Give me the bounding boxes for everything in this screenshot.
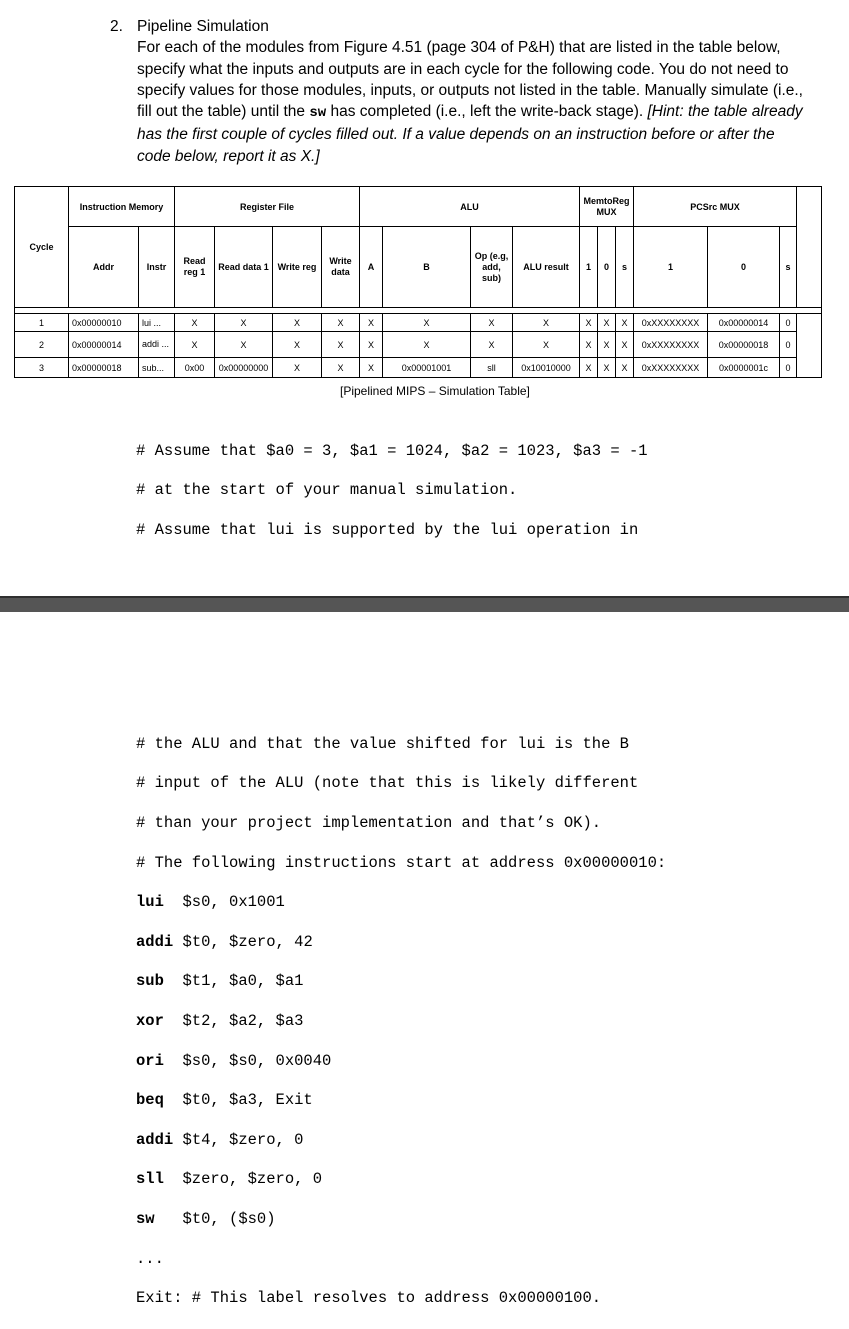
cell-cycle: 3 bbox=[15, 358, 69, 378]
cell-write-reg: X bbox=[273, 358, 322, 378]
cell-pcsrc-s: 0 bbox=[780, 314, 797, 332]
code-line bbox=[136, 1170, 666, 1190]
col-pcsrc-1: 1 bbox=[634, 227, 708, 308]
cell-pcsrc-1: 0xXXXXXXXX bbox=[634, 332, 708, 358]
col-instr: Instr bbox=[139, 227, 175, 308]
col-pcsrc-s: s bbox=[780, 227, 797, 308]
opcode: lui bbox=[136, 893, 164, 912]
col-read-reg1: Read reg 1 bbox=[175, 227, 215, 308]
comment-line: # input of the ALU (note that this is likely different bbox=[136, 774, 639, 793]
cell-op: X bbox=[471, 332, 513, 358]
header-pcsrc-mux: PCSrc MUX bbox=[634, 187, 797, 227]
opcode: sw bbox=[136, 1209, 155, 1228]
cell-read-data1: 0x00000000 bbox=[215, 358, 273, 378]
cell-memtoreg-s: X bbox=[616, 332, 634, 358]
comment-line: # Assume that lui is supported by the lui operation in bbox=[136, 520, 639, 539]
col-read-data1: Read data 1 bbox=[215, 227, 273, 308]
sw-keyword: sw bbox=[309, 105, 327, 122]
code-block bbox=[136, 715, 666, 1329]
cell-alu-result: X bbox=[513, 332, 580, 358]
cell-write-data: X bbox=[322, 332, 360, 358]
cell-instr: addi ... bbox=[139, 332, 175, 358]
code-line bbox=[136, 1131, 666, 1151]
cell-b: 0x00001001 bbox=[383, 358, 471, 378]
code-line bbox=[136, 972, 666, 992]
cell-memtoreg-s: X bbox=[616, 358, 634, 378]
cell-alu-result: X bbox=[513, 314, 580, 332]
code-line bbox=[136, 933, 666, 953]
operands: $s0, 0x1001 bbox=[163, 893, 285, 912]
cell-addr: 0x00000014 bbox=[69, 332, 139, 358]
table-row bbox=[15, 358, 822, 378]
exit-line: Exit: # This label resolves to address 0x00000100. bbox=[136, 1289, 602, 1308]
operands: $t0, $a3, Exit bbox=[163, 1091, 313, 1110]
col-memtoreg-1: 1 bbox=[580, 227, 598, 308]
cell-pcsrc-0: 0x00000018 bbox=[708, 332, 780, 358]
comment-line: # at the start of your manual simulation. bbox=[136, 481, 518, 500]
code-line bbox=[136, 1012, 666, 1032]
col-addr: Addr bbox=[69, 227, 139, 308]
cell-memtoreg-1: X bbox=[580, 358, 598, 378]
operands: $t2, $a2, $a3 bbox=[163, 1011, 304, 1030]
row-spacer bbox=[797, 358, 822, 378]
col-write-data: Write data bbox=[322, 227, 360, 308]
cell-pcsrc-0: 0x00000014 bbox=[708, 314, 780, 332]
opcode: addi bbox=[136, 932, 174, 951]
col-write-reg: Write reg bbox=[273, 227, 322, 308]
col-memtoreg-s: s bbox=[616, 227, 634, 308]
cell-cycle: 2 bbox=[15, 332, 69, 358]
header-memtoreg-mux: MemtoReg MUX bbox=[580, 187, 634, 227]
cell-instr: lui ... bbox=[139, 314, 175, 332]
cell-memtoreg-1: X bbox=[580, 332, 598, 358]
opcode: sll bbox=[136, 1170, 164, 1189]
table-spacer bbox=[797, 187, 822, 308]
cell-op: sll bbox=[471, 358, 513, 378]
cell-write-reg: X bbox=[273, 332, 322, 358]
cell-read-reg1: 0x00 bbox=[175, 358, 215, 378]
cell-pcsrc-1: 0xXXXXXXXX bbox=[634, 314, 708, 332]
cell-a: X bbox=[360, 358, 383, 378]
cell-a: X bbox=[360, 314, 383, 332]
section-title: Pipeline Simulation bbox=[137, 18, 269, 35]
opcode: beq bbox=[136, 1091, 164, 1110]
col-pcsrc-0: 0 bbox=[708, 227, 780, 308]
page-divider bbox=[0, 596, 849, 612]
paragraph-text: For each of the modules from Figure 4.51 (page 304 of P&H) that are listed in the table below, specify what the inputs and outputs are in each cycle for the following code. You do not need to specify values for those modules, inputs, or outputs not listed in the table. Manually simulate (i.e., fill out the table) until the bbox=[137, 39, 803, 121]
header-register-file: Register File bbox=[175, 187, 360, 227]
ellipsis-line: ... bbox=[136, 1249, 164, 1268]
comment-line: # the ALU and that the value shifted for lui is the B bbox=[136, 734, 629, 753]
row-spacer bbox=[797, 332, 822, 358]
header-cycle: Cycle bbox=[15, 187, 69, 308]
comment-line: # The following instructions start at address 0x00000010: bbox=[136, 853, 667, 872]
opcode: addi bbox=[136, 1130, 174, 1149]
code-line bbox=[136, 893, 666, 913]
cell-cycle: 1 bbox=[15, 314, 69, 332]
cell-alu-result: 0x10010000 bbox=[513, 358, 580, 378]
cell-b: X bbox=[383, 332, 471, 358]
table-caption: [Pipelined MIPS – Simulation Table] bbox=[340, 384, 530, 398]
col-a: A bbox=[360, 227, 383, 308]
cell-op: X bbox=[471, 314, 513, 332]
instructions-paragraph bbox=[137, 37, 810, 167]
cell-pcsrc-0: 0x0000001c bbox=[708, 358, 780, 378]
cell-pcsrc-1: 0xXXXXXXXX bbox=[634, 358, 708, 378]
cell-addr: 0x00000010 bbox=[69, 314, 139, 332]
opcode: sub bbox=[136, 972, 164, 991]
operands: $t0, ($s0) bbox=[154, 1209, 276, 1228]
operands: $t0, $zero, 42 bbox=[173, 932, 313, 951]
cell-read-reg1: X bbox=[175, 332, 215, 358]
cell-instr: sub... bbox=[139, 358, 175, 378]
col-b: B bbox=[383, 227, 471, 308]
operands: $s0, $s0, 0x0040 bbox=[163, 1051, 332, 1070]
cell-pcsrc-s: 0 bbox=[780, 358, 797, 378]
operands: $t4, $zero, 0 bbox=[173, 1130, 304, 1149]
opcode: xor bbox=[136, 1011, 164, 1030]
cell-memtoreg-1: X bbox=[580, 314, 598, 332]
cell-a: X bbox=[360, 332, 383, 358]
cell-memtoreg-0: X bbox=[598, 358, 616, 378]
header-instruction-memory: Instruction Memory bbox=[69, 187, 175, 227]
table-row bbox=[15, 314, 822, 332]
table-row bbox=[15, 332, 822, 358]
problem-statement bbox=[110, 16, 810, 167]
operands: $t1, $a0, $a1 bbox=[163, 972, 304, 991]
header-alu: ALU bbox=[360, 187, 580, 227]
cell-b: X bbox=[383, 314, 471, 332]
code-line bbox=[136, 1052, 666, 1072]
hint-text: [Hint: the table already has the first couple of cycles filled out. If a value depends on an instruction before or after the code below, report it as X.] bbox=[137, 103, 803, 165]
row-spacer bbox=[797, 314, 822, 332]
operands: $zero, $zero, 0 bbox=[163, 1170, 323, 1189]
cell-memtoreg-s: X bbox=[616, 314, 634, 332]
cell-write-data: X bbox=[322, 314, 360, 332]
code-comments-top bbox=[136, 422, 648, 561]
comment-line: # than your project implementation and that’s OK). bbox=[136, 813, 602, 832]
opcode: ori bbox=[136, 1051, 164, 1070]
simulation-table bbox=[14, 186, 822, 378]
cell-pcsrc-s: 0 bbox=[780, 332, 797, 358]
col-memtoreg-0: 0 bbox=[598, 227, 616, 308]
section-number: 2. bbox=[110, 18, 123, 35]
cell-memtoreg-0: X bbox=[598, 332, 616, 358]
paragraph-text-2: has completed (i.e., left the write-back stage). bbox=[326, 103, 648, 121]
cell-read-data1: X bbox=[215, 332, 273, 358]
cell-read-data1: X bbox=[215, 314, 273, 332]
comment-line: # Assume that $a0 = 3, $a1 = 1024, $a2 = 1023, $a3 = -1 bbox=[136, 441, 648, 460]
cell-read-reg1: X bbox=[175, 314, 215, 332]
cell-memtoreg-0: X bbox=[598, 314, 616, 332]
cell-write-reg: X bbox=[273, 314, 322, 332]
cell-write-data: X bbox=[322, 358, 360, 378]
code-line bbox=[136, 1091, 666, 1111]
code-line bbox=[136, 1210, 666, 1230]
col-alu-result: ALU result bbox=[513, 227, 580, 308]
cell-addr: 0x00000018 bbox=[69, 358, 139, 378]
col-op: Op (e.g, add, sub) bbox=[471, 227, 513, 308]
